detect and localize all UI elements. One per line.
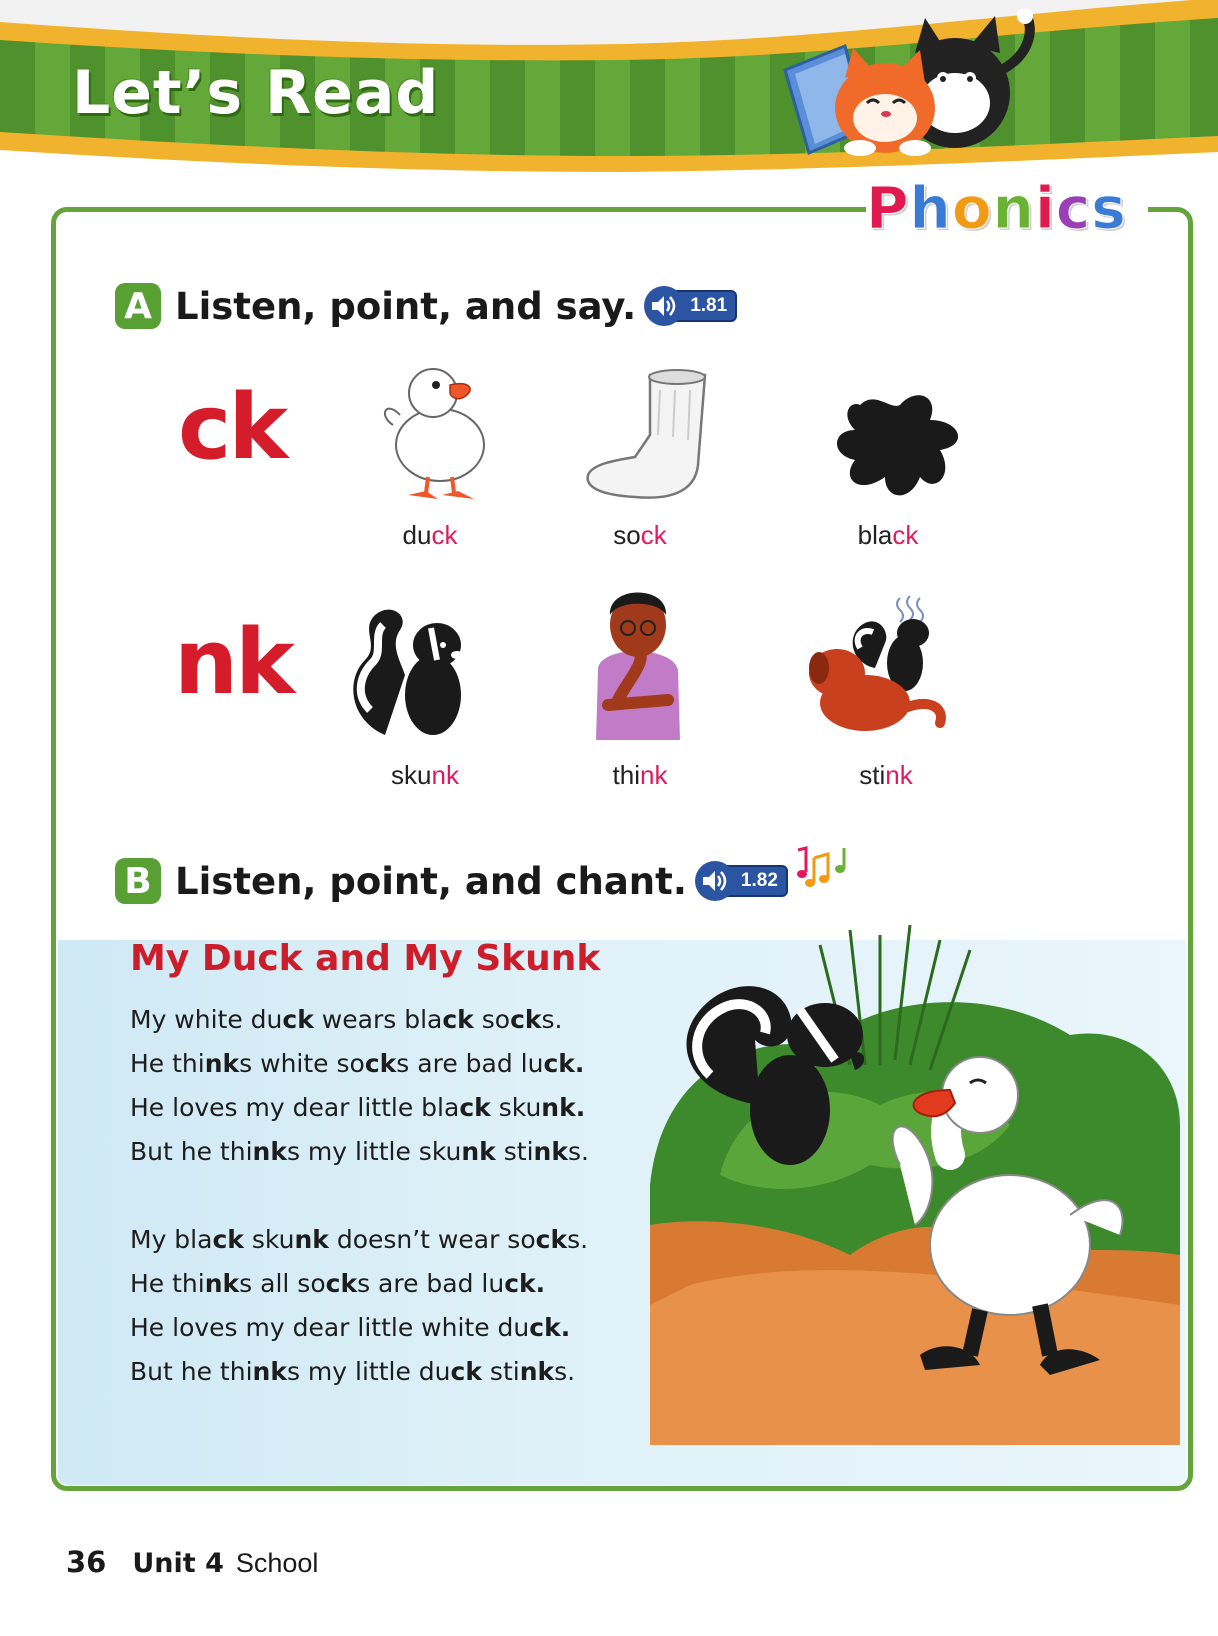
page-footer bbox=[66, 1545, 318, 1579]
skunk-illustration bbox=[345, 600, 480, 745]
word-duck: duck bbox=[402, 520, 458, 550]
page-title: Let’s Read bbox=[72, 58, 440, 128]
music-notes-icon bbox=[792, 844, 852, 892]
section-a-badge: A bbox=[115, 283, 161, 329]
audio-track-b-label: 1.82 bbox=[723, 865, 788, 897]
audio-track-a-button[interactable] bbox=[644, 286, 737, 326]
chant-title: My Duck and My Skunk bbox=[130, 938, 601, 979]
section-a-heading bbox=[115, 283, 737, 329]
chant-line: My white duck wears black socks. bbox=[130, 1005, 563, 1034]
chant-line: He thinks all socks are bad luck. bbox=[130, 1269, 546, 1298]
section-b-heading bbox=[115, 858, 852, 904]
skunk-and-duck-scene-illustration bbox=[650, 925, 1180, 1445]
duck-illustration bbox=[378, 345, 498, 505]
stinky-skunk-dog-illustration bbox=[805, 588, 950, 738]
section-b-instruction: Listen, point, and chant. bbox=[175, 859, 687, 903]
audio-speaker-icon bbox=[695, 861, 735, 901]
phonics-tag bbox=[866, 172, 1148, 250]
phonogram-ck: ck bbox=[178, 375, 286, 480]
audio-track-a-label: 1.81 bbox=[672, 290, 737, 322]
phonics-title bbox=[866, 174, 1127, 242]
audio-track-b-button[interactable] bbox=[695, 861, 788, 901]
phonics-letter: c bbox=[1055, 174, 1092, 242]
chant-line: He thinks white socks are bad luck. bbox=[130, 1049, 585, 1078]
phonics-letter: o bbox=[951, 174, 993, 242]
section-a-instruction: Listen, point, and say. bbox=[175, 284, 637, 328]
unit-label: Unit 4 bbox=[132, 1548, 224, 1579]
chant-line: My black skunk doesn’t wear socks. bbox=[130, 1225, 589, 1254]
cats-with-book-illustration bbox=[775, 8, 1055, 158]
section-b-badge: B bbox=[115, 858, 161, 904]
chant-line: But he thinks my little skunk stinks. bbox=[130, 1137, 589, 1166]
phonics-letter: h bbox=[909, 174, 952, 242]
thinking-boy-illustration bbox=[588, 580, 688, 745]
phonics-letter: i bbox=[1034, 174, 1056, 242]
audio-speaker-icon bbox=[644, 286, 684, 326]
sock-illustration bbox=[580, 365, 715, 505]
word-stink: stink bbox=[859, 760, 913, 790]
phonogram-nk: nk bbox=[174, 610, 292, 715]
phonics-letter: s bbox=[1091, 174, 1127, 242]
phonics-letter: n bbox=[992, 174, 1035, 242]
chant-line: He loves my dear little black skunk. bbox=[130, 1093, 586, 1122]
word-black: black bbox=[857, 520, 919, 550]
unit-name: School bbox=[235, 1548, 319, 1578]
word-sock: sock bbox=[613, 520, 667, 550]
chant-line: He loves my dear little white duck. bbox=[130, 1313, 571, 1342]
word-think: think bbox=[612, 760, 668, 790]
word-skunk: skunk bbox=[391, 760, 459, 790]
page-number: 36 bbox=[66, 1545, 107, 1579]
black-splat-illustration bbox=[830, 385, 970, 505]
chant-line: But he thinks my little duck stinks. bbox=[130, 1357, 576, 1386]
phonics-letter: P bbox=[866, 174, 910, 242]
